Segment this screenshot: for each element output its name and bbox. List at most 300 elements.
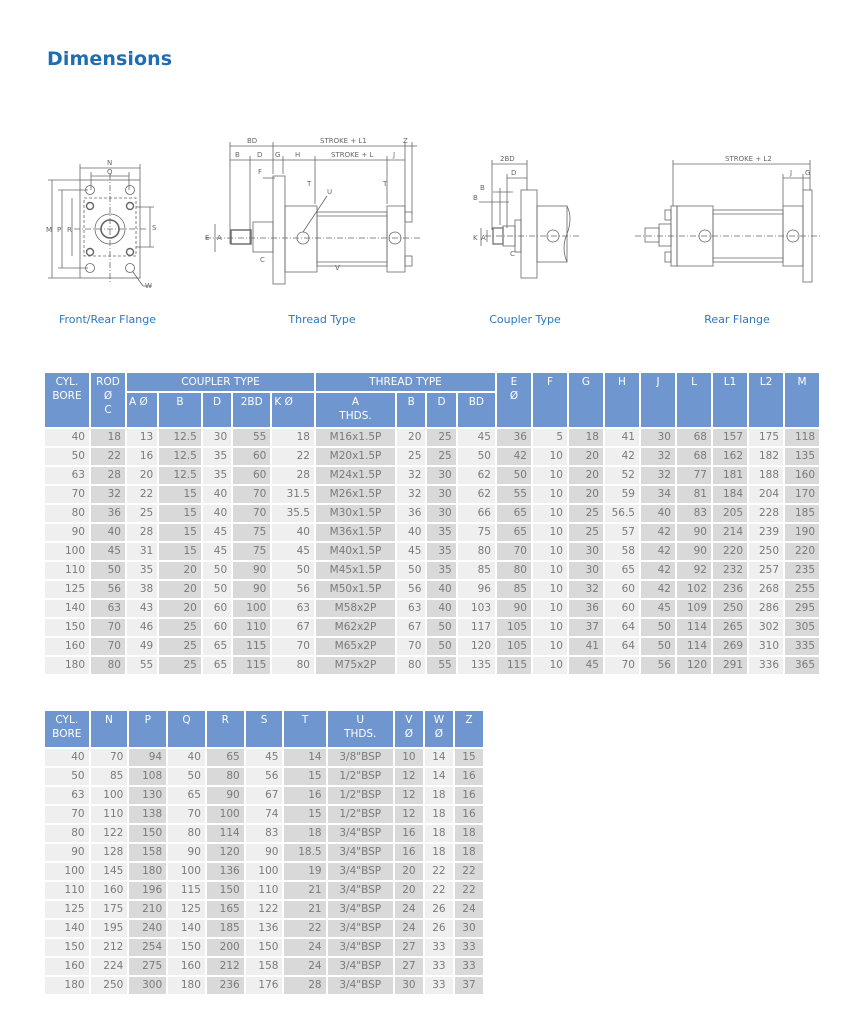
table-cell: 80: [168, 825, 205, 842]
table-cell: 45: [203, 524, 231, 541]
table-cell: 250: [713, 600, 747, 617]
table-cell: 150: [45, 939, 89, 956]
table-cell: 3/4"BSP: [328, 882, 393, 899]
svg-text:M: M: [46, 226, 53, 234]
table-cell: 30: [455, 920, 483, 937]
table-cell: M30x1.5P: [316, 505, 395, 522]
table-cell: 60: [605, 600, 639, 617]
svg-text:D: D: [511, 169, 517, 177]
table-cell: 10: [533, 619, 567, 636]
table-cell: 30: [641, 429, 675, 446]
table-cell: 92: [677, 562, 711, 579]
table-cell: 40: [45, 749, 89, 766]
table-cell: M65x2P: [316, 638, 395, 655]
table-cell: 236: [207, 977, 244, 994]
table-cell: 20: [397, 429, 425, 446]
table-cell: 204: [749, 486, 783, 503]
table-cell: 80: [45, 505, 89, 522]
table-cell: 42: [641, 562, 675, 579]
table-cell: 14: [284, 749, 325, 766]
table-cell: 18.5: [284, 844, 325, 861]
header-col-9: W Ø: [425, 711, 453, 747]
table-cell: 20: [569, 486, 603, 503]
table-cell: 150: [129, 825, 166, 842]
table-cell: 10: [533, 562, 567, 579]
table-cell: 212: [207, 958, 244, 975]
table-row: [45, 562, 819, 579]
table-row: [45, 467, 819, 484]
table-cell: 40: [272, 524, 314, 541]
table-cell: 3/4"BSP: [328, 901, 393, 918]
table-cell: 65: [168, 787, 205, 804]
table-cell: 1/2"BSP: [328, 768, 393, 785]
table-cell: 268: [749, 581, 783, 598]
table-cell: 90: [45, 524, 89, 541]
table-row: [45, 882, 483, 899]
table-cell: 210: [129, 901, 166, 918]
header-h: H: [605, 373, 639, 427]
table-cell: 83: [677, 505, 711, 522]
table-cell: 286: [749, 600, 783, 617]
table-cell: 257: [749, 562, 783, 579]
table-cell: 10: [533, 467, 567, 484]
table-cell: 250: [749, 543, 783, 560]
table-cell: 50: [272, 562, 314, 579]
table-cell: M40x1.5P: [316, 543, 395, 560]
table-row: [45, 486, 819, 503]
table-cell: 10: [533, 543, 567, 560]
table-cell: 295: [785, 600, 819, 617]
table-cell: 20: [569, 467, 603, 484]
header-col-4: R: [207, 711, 244, 747]
svg-text:J: J: [393, 151, 396, 159]
table-cell: 50: [427, 619, 455, 636]
table-cell: 33: [425, 939, 453, 956]
caption-rear-flange: Rear Flange: [704, 313, 770, 326]
table-cell: 32: [641, 467, 675, 484]
header-cyl-bore: CYL. BORE: [45, 373, 89, 427]
caption-coupler-type: Coupler Type: [489, 313, 561, 326]
table-cell: 60: [203, 600, 231, 617]
table-cell: 25: [159, 619, 201, 636]
table-cell: 40: [203, 486, 231, 503]
table-cell: 300: [129, 977, 166, 994]
caption-front-rear-flange: Front/Rear Flange: [58, 313, 157, 326]
table-cell: 70: [91, 619, 125, 636]
table-cell: 90: [233, 581, 270, 598]
dimensions-table-2: [43, 709, 485, 996]
table-cell: 214: [713, 524, 747, 541]
table-cell: 180: [45, 977, 89, 994]
table-cell: 49: [127, 638, 157, 655]
table-cell: 100: [246, 863, 283, 880]
svg-text:B: B: [235, 151, 240, 159]
table-cell: 10: [533, 657, 567, 674]
table-cell: 305: [785, 619, 819, 636]
table-cell: 85: [497, 581, 531, 598]
table-cell: 37: [569, 619, 603, 636]
svg-text:A: A: [217, 234, 222, 242]
table-cell: 12: [395, 768, 423, 785]
table-cell: 42: [641, 543, 675, 560]
table-cell: 74: [246, 806, 283, 823]
svg-text:F: F: [258, 168, 263, 176]
table-cell: 115: [497, 657, 531, 674]
table-cell: 36: [497, 429, 531, 446]
table-cell: 35: [427, 524, 455, 541]
table-cell: M16x1.5P: [316, 429, 395, 446]
table-cell: 180: [168, 977, 205, 994]
table-cell: 12.5: [159, 467, 201, 484]
table-cell: 42: [497, 448, 531, 465]
table-cell: 365: [785, 657, 819, 674]
table-cell: 162: [713, 448, 747, 465]
svg-text:STROKE + L2: STROKE + L2: [725, 155, 772, 163]
header-m: M: [785, 373, 819, 427]
caption-thread-type: Thread Type: [288, 313, 356, 326]
table-cell: 302: [749, 619, 783, 636]
table-cell: 16: [127, 448, 157, 465]
table-cell: 65: [203, 657, 231, 674]
table-cell: 36: [397, 505, 425, 522]
table-cell: 40: [397, 524, 425, 541]
header-coupler-b: B: [159, 393, 201, 427]
table-cell: 140: [45, 600, 89, 617]
table-cell: 110: [246, 882, 283, 899]
table-cell: 58: [605, 543, 639, 560]
table-cell: 81: [677, 486, 711, 503]
table-cell: 30: [395, 977, 423, 994]
table-cell: 10: [533, 486, 567, 503]
svg-text:G: G: [805, 169, 811, 177]
table-cell: 35: [127, 562, 157, 579]
table-cell: 28: [91, 467, 125, 484]
table-cell: 64: [605, 619, 639, 636]
table-cell: 70: [233, 505, 270, 522]
table-cell: 42: [641, 524, 675, 541]
header-col-1: N: [91, 711, 128, 747]
table-cell: 32: [569, 581, 603, 598]
header-g: G: [569, 373, 603, 427]
table-cell: 135: [785, 448, 819, 465]
table-cell: 22: [127, 486, 157, 503]
table-cell: 15: [284, 768, 325, 785]
table-cell: 50: [458, 448, 495, 465]
table-cell: 100: [168, 863, 205, 880]
table-row: [45, 619, 819, 636]
table-cell: 35: [203, 448, 231, 465]
table-cell: 32: [397, 486, 425, 503]
table-cell: 65: [605, 562, 639, 579]
table-cell: 160: [785, 467, 819, 484]
table-cell: 67: [397, 619, 425, 636]
table-cell: 27: [395, 958, 423, 975]
table-cell: 3/4"BSP: [328, 825, 393, 842]
table-cell: 18: [272, 429, 314, 446]
table-cell: 181: [713, 467, 747, 484]
table-cell: 20: [159, 562, 201, 579]
table-cell: 55: [127, 657, 157, 674]
table-cell: 68: [677, 429, 711, 446]
table-cell: 15: [159, 524, 201, 541]
table-cell: 1/2"BSP: [328, 806, 393, 823]
table-cell: 40: [427, 600, 455, 617]
header-coupler-a: A Ø: [127, 393, 157, 427]
table-cell: 196: [129, 882, 166, 899]
table-cell: 150: [246, 939, 283, 956]
table-cell: 40: [203, 505, 231, 522]
table-cell: 55: [427, 657, 455, 674]
svg-text:E: E: [205, 234, 210, 242]
table-cell: 33: [455, 939, 483, 956]
table-cell: 150: [168, 939, 205, 956]
table-cell: 52: [605, 467, 639, 484]
table-cell: 25: [397, 448, 425, 465]
table-cell: 15: [284, 806, 325, 823]
table-cell: 22: [455, 863, 483, 880]
table-cell: 63: [45, 467, 89, 484]
table-cell: 10: [533, 581, 567, 598]
table-cell: 63: [91, 600, 125, 617]
table-cell: 13: [127, 429, 157, 446]
table-cell: 67: [272, 619, 314, 636]
table-row: [45, 920, 483, 937]
table-cell: 170: [785, 486, 819, 503]
table-cell: 90: [207, 787, 244, 804]
table-cell: 20: [159, 581, 201, 598]
table-cell: 28: [272, 467, 314, 484]
table-cell: 20: [127, 467, 157, 484]
header-l1: L1: [713, 373, 747, 427]
table-cell: 55: [233, 429, 270, 446]
table-cell: 239: [749, 524, 783, 541]
table-cell: 42: [641, 581, 675, 598]
table-cell: 220: [713, 543, 747, 560]
table-cell: 114: [677, 638, 711, 655]
table-cell: 25: [569, 505, 603, 522]
table-cell: 250: [91, 977, 128, 994]
table-cell: 19: [284, 863, 325, 880]
svg-text:V: V: [335, 264, 340, 272]
table-cell: M58x2P: [316, 600, 395, 617]
table-cell: 180: [129, 863, 166, 880]
table-row: [45, 939, 483, 956]
table-cell: 24: [284, 958, 325, 975]
table-cell: 65: [203, 638, 231, 655]
table-cell: 90: [45, 844, 89, 861]
table-cell: 220: [785, 543, 819, 560]
table-cell: 40: [168, 749, 205, 766]
table-cell: 33: [425, 958, 453, 975]
header-e: E Ø: [497, 373, 531, 427]
table-cell: 24: [395, 901, 423, 918]
table-cell: 25: [159, 657, 201, 674]
table-cell: 80: [207, 768, 244, 785]
table-cell: 3/4"BSP: [328, 844, 393, 861]
table-cell: 56: [246, 768, 283, 785]
table-cell: 150: [207, 882, 244, 899]
table-cell: 28: [284, 977, 325, 994]
table-cell: 22: [272, 448, 314, 465]
table-cell: 205: [713, 505, 747, 522]
table-cell: 109: [677, 600, 711, 617]
table-cell: 18: [91, 429, 125, 446]
table-cell: 25: [127, 505, 157, 522]
svg-text:U: U: [327, 188, 333, 196]
svg-text:Q: Q: [107, 168, 113, 176]
table-cell: 122: [246, 901, 283, 918]
table-cell: 66: [458, 505, 495, 522]
table-cell: 160: [45, 958, 89, 975]
header-col-2: P: [129, 711, 166, 747]
table-cell: M24x1.5P: [316, 467, 395, 484]
table-row: [45, 524, 819, 541]
table-cell: 32: [91, 486, 125, 503]
table-cell: 56: [91, 581, 125, 598]
table-cell: 33: [455, 958, 483, 975]
table-cell: 160: [45, 638, 89, 655]
svg-text:B: B: [473, 194, 478, 202]
table-cell: 70: [233, 486, 270, 503]
table-cell: 25: [427, 448, 455, 465]
table-cell: 16: [455, 768, 483, 785]
header-col-7: U THDS.: [328, 711, 393, 747]
table-cell: 10: [533, 524, 567, 541]
svg-text:P: P: [57, 226, 62, 234]
table-cell: 60: [233, 467, 270, 484]
table-cell: 50: [427, 638, 455, 655]
table-cell: 63: [45, 787, 89, 804]
table-cell: 125: [45, 901, 89, 918]
table-row: [45, 863, 483, 880]
table-cell: 50: [45, 448, 89, 465]
table-cell: 110: [233, 619, 270, 636]
table-cell: 50: [45, 768, 89, 785]
svg-text:H: H: [295, 151, 301, 159]
table-row: [45, 638, 819, 655]
table-cell: 240: [129, 920, 166, 937]
table-row: [45, 505, 819, 522]
table-cell: 45: [458, 429, 495, 446]
table-cell: 18: [425, 844, 453, 861]
table-cell: 118: [785, 429, 819, 446]
svg-text:N: N: [107, 159, 113, 167]
table-cell: 33: [425, 977, 453, 994]
table-cell: 291: [713, 657, 747, 674]
table-cell: 30: [427, 467, 455, 484]
table-cell: 12.5: [159, 448, 201, 465]
svg-text:B: B: [480, 184, 485, 192]
table-cell: 26: [425, 920, 453, 937]
table-cell: 136: [207, 863, 244, 880]
table-cell: 43: [127, 600, 157, 617]
table-cell: 85: [458, 562, 495, 579]
table-cell: 90: [246, 844, 283, 861]
table-cell: 70: [497, 543, 531, 560]
table-cell: 45: [641, 600, 675, 617]
table-cell: 3/4"BSP: [328, 920, 393, 937]
table-cell: 68: [677, 448, 711, 465]
table-cell: 32: [641, 448, 675, 465]
table-cell: 15: [159, 543, 201, 560]
table-cell: 182: [749, 448, 783, 465]
header-rod: ROD Ø C: [91, 373, 125, 427]
table-cell: M36x1.5P: [316, 524, 395, 541]
svg-text:2BD: 2BD: [500, 155, 515, 163]
table-cell: 62: [458, 486, 495, 503]
table-row: [45, 543, 819, 560]
table-cell: 20: [395, 863, 423, 880]
table-cell: 235: [785, 562, 819, 579]
svg-text:T: T: [307, 180, 312, 188]
header-col-3: Q: [168, 711, 205, 747]
table-cell: 21: [284, 882, 325, 899]
dimensions-table-1: [43, 371, 821, 676]
svg-text:W: W: [145, 282, 152, 290]
rear-flange-drawing: [625, 150, 825, 290]
table-cell: 10: [533, 638, 567, 655]
table-cell: 12: [395, 806, 423, 823]
table-cell: 70: [397, 638, 425, 655]
header-thread-a: A THDS.: [316, 393, 395, 427]
table-cell: 255: [785, 581, 819, 598]
table-cell: 50: [168, 768, 205, 785]
table-cell: 275: [129, 958, 166, 975]
table-cell: 96: [458, 581, 495, 598]
header-thread-b: B: [397, 393, 425, 427]
table-2-body: [45, 749, 483, 994]
table-row: [45, 429, 819, 446]
table-cell: 310: [749, 638, 783, 655]
table-cell: 56: [272, 581, 314, 598]
table-cell: 80: [45, 825, 89, 842]
svg-text:A: A: [481, 234, 486, 242]
table-cell: 10: [533, 600, 567, 617]
table-cell: 75: [458, 524, 495, 541]
table-cell: 18: [284, 825, 325, 842]
table-cell: 15: [159, 486, 201, 503]
table-cell: 41: [605, 429, 639, 446]
table-cell: 120: [458, 638, 495, 655]
table-cell: 108: [129, 768, 166, 785]
table-cell: 30: [569, 562, 603, 579]
table-cell: 115: [233, 638, 270, 655]
table-cell: 200: [207, 939, 244, 956]
table-cell: 27: [395, 939, 423, 956]
table-cell: 45: [203, 543, 231, 560]
table-cell: 60: [203, 619, 231, 636]
table-cell: 45: [397, 543, 425, 560]
header-thread-bd: BD: [458, 393, 495, 427]
table-row: [45, 901, 483, 918]
header-col-10: Z: [455, 711, 483, 747]
table-cell: 25: [159, 638, 201, 655]
table-cell: 94: [129, 749, 166, 766]
table-cell: 130: [129, 787, 166, 804]
table-cell: 18: [425, 787, 453, 804]
table-cell: 40: [91, 524, 125, 541]
table-cell: 14: [425, 749, 453, 766]
table-cell: 100: [91, 787, 128, 804]
table-cell: 38: [127, 581, 157, 598]
table-cell: 20: [159, 600, 201, 617]
header-col-5: S: [246, 711, 283, 747]
table-cell: 165: [207, 901, 244, 918]
table-cell: 114: [677, 619, 711, 636]
table-cell: M26x1.5P: [316, 486, 395, 503]
table-cell: 115: [168, 882, 205, 899]
svg-text:G: G: [275, 151, 281, 159]
